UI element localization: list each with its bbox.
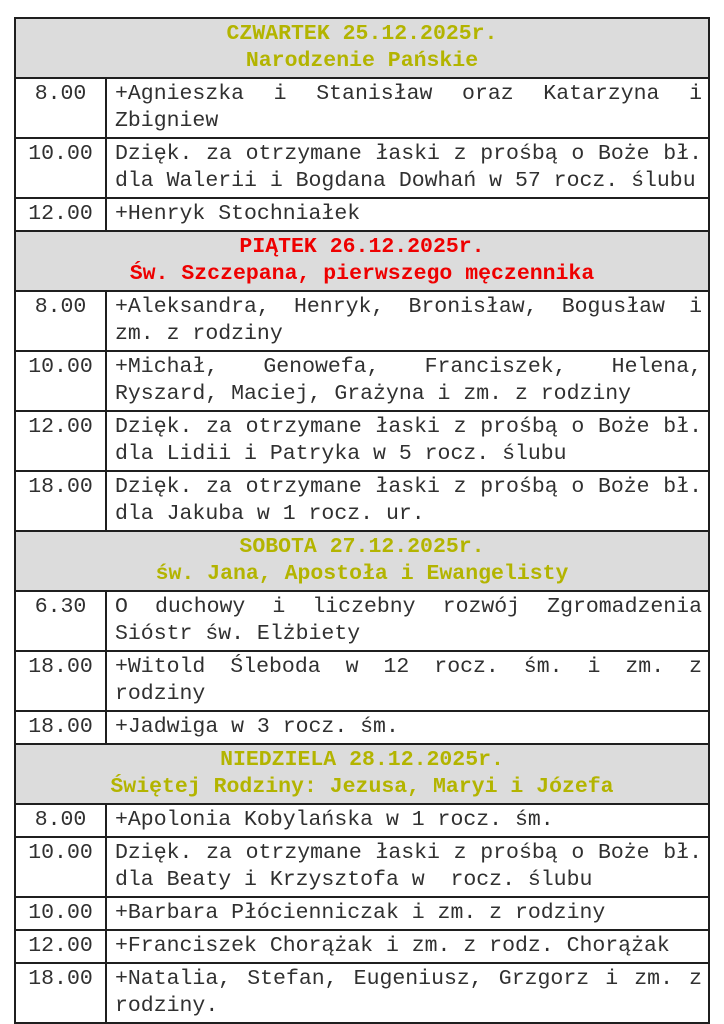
mass-intention: Dzięk. za otrzymane łaski z prośbą o Boże bł. dla Lidii i Patryka w 5 rocz. ślubu: [106, 411, 709, 471]
mass-row: [15, 804, 709, 837]
mass-time: 10.00: [15, 351, 106, 411]
mass-row: [15, 198, 709, 231]
mass-intention: +Barbara Płócienniczak i zm. z rodziny: [106, 897, 709, 930]
mass-intention: +Witold Śleboda w 12 rocz. śm. i zm. z rodziny: [106, 651, 709, 711]
mass-time: 12.00: [15, 930, 106, 963]
mass-row: [15, 471, 709, 531]
mass-row: [15, 897, 709, 930]
mass-intention: Dzięk. za otrzymane łaski z prośbą o Boże bł. dla Walerii i Bogdana Dowhań w 57 rocz. ślubu: [106, 138, 709, 198]
mass-row: [15, 591, 709, 651]
mass-time: 18.00: [15, 651, 106, 711]
day-title: SOBOTA 27.12.2025r.: [239, 535, 485, 559]
mass-row: [15, 930, 709, 963]
mass-intention: +Aleksandra, Henryk, Bronisław, Bogusław i zm. z rodziny: [106, 291, 709, 351]
mass-intention: +Michał, Genowefa, Franciszek, Helena, Ryszard, Maciej, Grażyna i zm. z rodziny: [106, 351, 709, 411]
mass-row: [15, 138, 709, 198]
mass-time: 18.00: [15, 471, 106, 531]
mass-intention: +Agnieszka i Stanisław oraz Katarzyna i Zbigniew: [106, 78, 709, 138]
mass-row: [15, 291, 709, 351]
day-title: CZWARTEK 25.12.2025r.: [226, 22, 498, 46]
mass-intention: +Henryk Stochniałek: [106, 198, 709, 231]
mass-intention: +Jadwiga w 3 rocz. śm.: [106, 711, 709, 744]
mass-time: 8.00: [15, 804, 106, 837]
day-subtitle: Narodzenie Pańskie: [245, 49, 479, 73]
mass-intention: Dzięk. za otrzymane łaski z prośbą o Boże bł. dla Beaty i Krzysztofa w rocz. ślubu: [106, 837, 709, 897]
mass-time: 12.00: [15, 198, 106, 231]
mass-intention: +Natalia, Stefan, Eugeniusz, Grzgorz i zm. z rodziny.: [106, 963, 709, 1023]
day-header-piatek: [15, 231, 709, 291]
mass-row: [15, 411, 709, 471]
day-title: NIEDZIELA 28.12.2025r.: [220, 748, 504, 772]
day-header-niedziela: [15, 744, 709, 804]
mass-time: 10.00: [15, 138, 106, 198]
day-header-czwartek: [15, 18, 709, 78]
day-title: PIĄTEK 26.12.2025r.: [239, 235, 485, 259]
day-subtitle: św. Jana, Apostoła i Ewangelisty: [155, 562, 569, 586]
mass-row: [15, 837, 709, 897]
mass-intention: +Franciszek Chorążak i zm. z rodz. Chorążak: [106, 930, 709, 963]
mass-time: 10.00: [15, 837, 106, 897]
mass-time: 8.00: [15, 78, 106, 138]
day-subtitle: Świętej Rodziny: Jezusa, Maryi i Józefa: [110, 775, 614, 799]
mass-time: 18.00: [15, 963, 106, 1023]
mass-intention: +Apolonia Kobylańska w 1 rocz. śm.: [106, 804, 709, 837]
mass-time: 12.00: [15, 411, 106, 471]
mass-row: [15, 651, 709, 711]
day-subtitle: Św. Szczepana, pierwszego męczennika: [129, 262, 595, 286]
mass-row: [15, 963, 709, 1023]
mass-time: 8.00: [15, 291, 106, 351]
mass-time: 6.30: [15, 591, 106, 651]
mass-time: 10.00: [15, 897, 106, 930]
mass-row: [15, 78, 709, 138]
day-header-sobota: [15, 531, 709, 591]
mass-intention: Dzięk. za otrzymane łaski z prośbą o Boże bł. dla Jakuba w 1 rocz. ur.: [106, 471, 709, 531]
mass-intention: O duchowy i liczebny rozwój Zgromadzenia Sióstr św. Elżbiety: [106, 591, 709, 651]
mass-row: [15, 351, 709, 411]
mass-time: 18.00: [15, 711, 106, 744]
mass-intentions-table: [14, 17, 710, 1024]
mass-row: [15, 711, 709, 744]
